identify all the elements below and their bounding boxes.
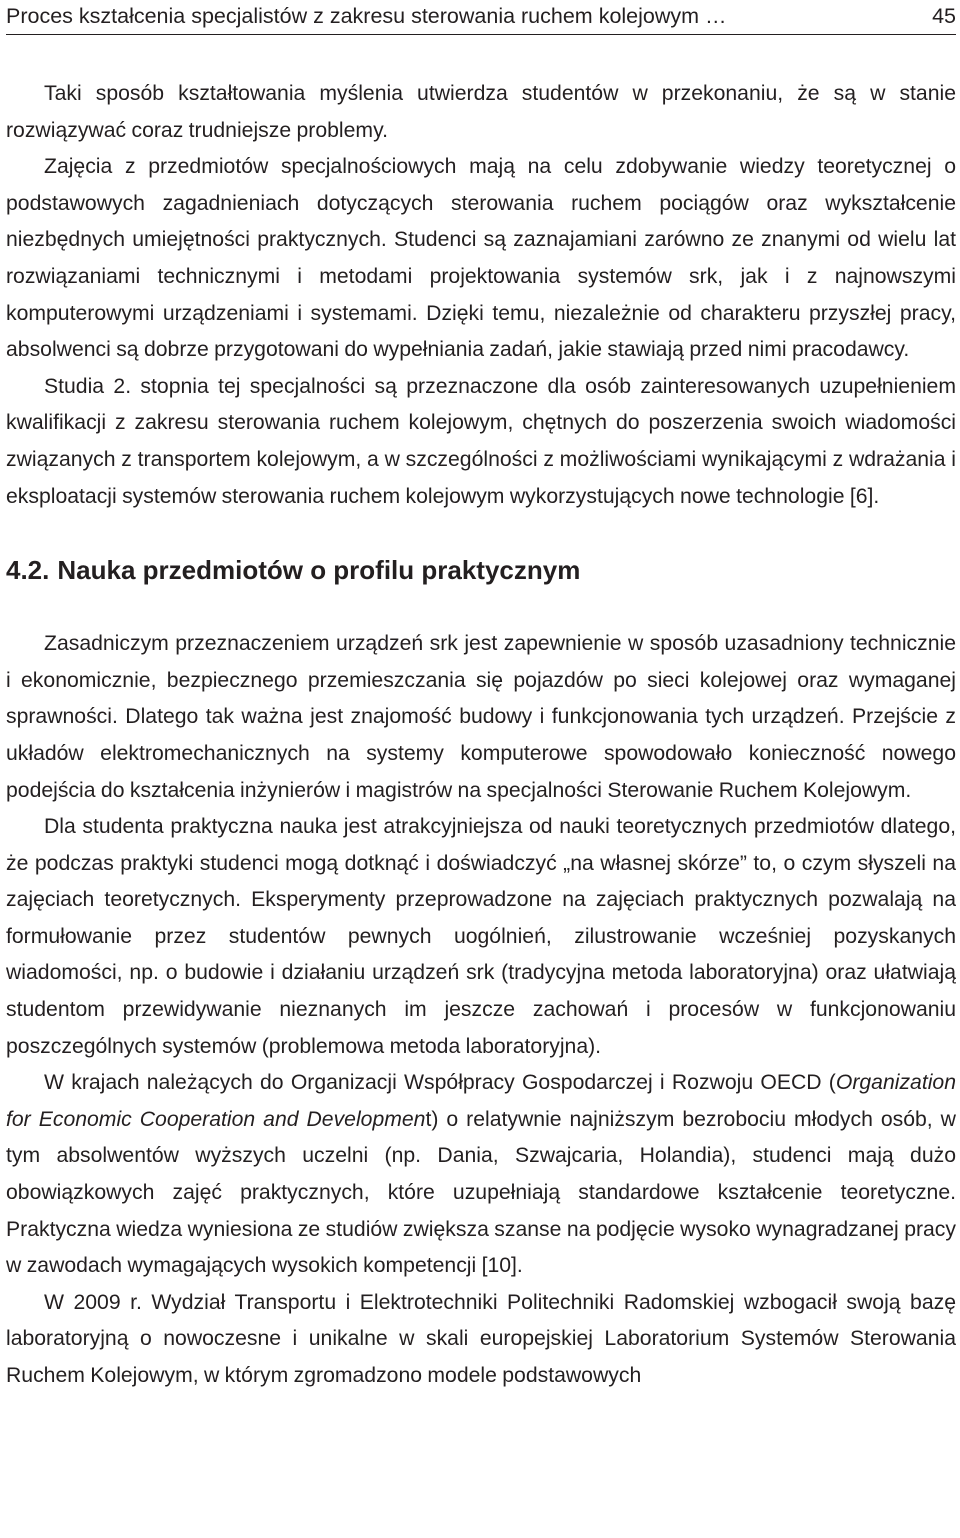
paragraph-text: t) o relatywnie najniższym bezrobociu młodych osób, w tym absolwentów wyższych uczelni (np. Dania, Szwajcaria, Holandia), studenci mają dużo obowiązkowych zajęć praktycznych, które uzupełniają standardowe kształcenie teoretyczne. Praktyczna wiedza wyniesiona ze studiów zwiększa szanse na podjęcie wysoko wynagradzanej pracy w zawodach wymagających wysokich kompetencji [10]. (6, 1107, 956, 1278)
article-body (6, 76, 956, 1395)
section-title: Nauka przedmiotów o profilu praktycznym (57, 555, 581, 586)
paragraph-text: W krajach należących do Organizacji Współpracy Gospodarczej i Rozwoju OECD ( (44, 1071, 836, 1095)
body-paragraph: Studia 2. stopnia tej specjalności są przeznaczone dla osób zainteresowanych uzupełnieniem kwalifikacji z zakresu sterowania ruchem kolejowym, chętnych do poszerzenia swoich wiadomości związanych z transportem kolejowym, a w szczególności z możliwościami wynikającymi z wdrażania i eksploatacji systemów sterowania ruchem kolejowym wykorzystujących nowe technologie [6]. (6, 374, 956, 508)
body-paragraph: W 2009 r. Wydział Transportu i Elektrotechniki Politechniki Radomskiej wzbogacił swoją bazę laboratoryjną o nowoczesne i unikalne w skali europejskiej Laboratorium Systemów Sterowania Ruchem Kolejowym, w którym zgromadzono modele podstawowych (6, 1290, 956, 1387)
section-heading (6, 552, 956, 588)
body-paragraph (6, 1065, 956, 1285)
body-paragraph: Zajęcia z przedmiotów specjalnościowych mają na celu zdobywanie wiedzy teoretycznej o podstawowych zagadnieniach dotyczących sterowania ruchem pociągów oraz wykształcenie niezbędnych umiejętności praktycznych. Studenci są zaznajamiani zarówno ze znanymi od wielu lat rozwiązaniami technicznymi i metodami projektowania systemów srk, jak i z najnowszymi komputerowymi urządzeniami i systemami. Dzięki temu, niezależnie od charakteru przyszłej pracy, absolwenci są dobrze przygotowani do wypełniania zadań, jakie stawiają przed nimi pracodawcy. (6, 155, 956, 362)
page-number: 45 (932, 4, 956, 28)
body-paragraph: Taki sposób kształtowania myślenia utwierdza studentów w przekonaniu, że są w stanie rozwiązywać coraz trudniejsze problemy. (6, 82, 956, 142)
section-number: 4.2. (6, 555, 50, 586)
document-page (6, 0, 956, 1538)
running-header (6, 0, 956, 35)
body-paragraph: Dla studenta praktyczna nauka jest atrakcyjniejsza od nauki teoretycznych przedmiotów dlatego, że podczas praktyki studenci mogą dotknąć i doświadczyć „na własnej skórze” to, o czym słyszeli na zajęciach teoretycznych. Eksperymenty przeprowadzone na zajęciach praktycznych pozwalają na formułowanie przez studentów pewnych uogólnień, zilustrowanie wcześniej pozyskanych wiadomości, np. o budowie i działaniu urządzeń srk (tradycyjna metoda laboratoryjna) oraz ułatwiają studentom przewidywanie nieznanych im jeszcze zachowań i procesów w funkcjonowaniu poszczególnych systemów (problemowa metoda laboratoryjna). (6, 815, 956, 1058)
italic-term: Organization for Economic Cooperation and Developmen (6, 1071, 956, 1131)
running-header-title: Proces kształcenia specjalistów z zakresu sterowania ruchem kolejowym … (6, 4, 727, 28)
body-paragraph: Zasadniczym przeznaczeniem urządzeń srk jest zapewnienie w sposób uzasadniony technicznie i ekonomicznie, bezpiecznego przemieszczania się pojazdów po sieci kolejowej oraz wymaganej sprawności. Dlatego tak ważna jest znajomość budowy i funkcjonowania tych urządzeń. Przejście z układów elektromechanicznych na systemy komputerowe spowodowało konieczność nowego podejścia do kształcenia inżynierów i magistrów na specjalności Sterowanie Ruchem Kolejowym. (6, 632, 956, 802)
